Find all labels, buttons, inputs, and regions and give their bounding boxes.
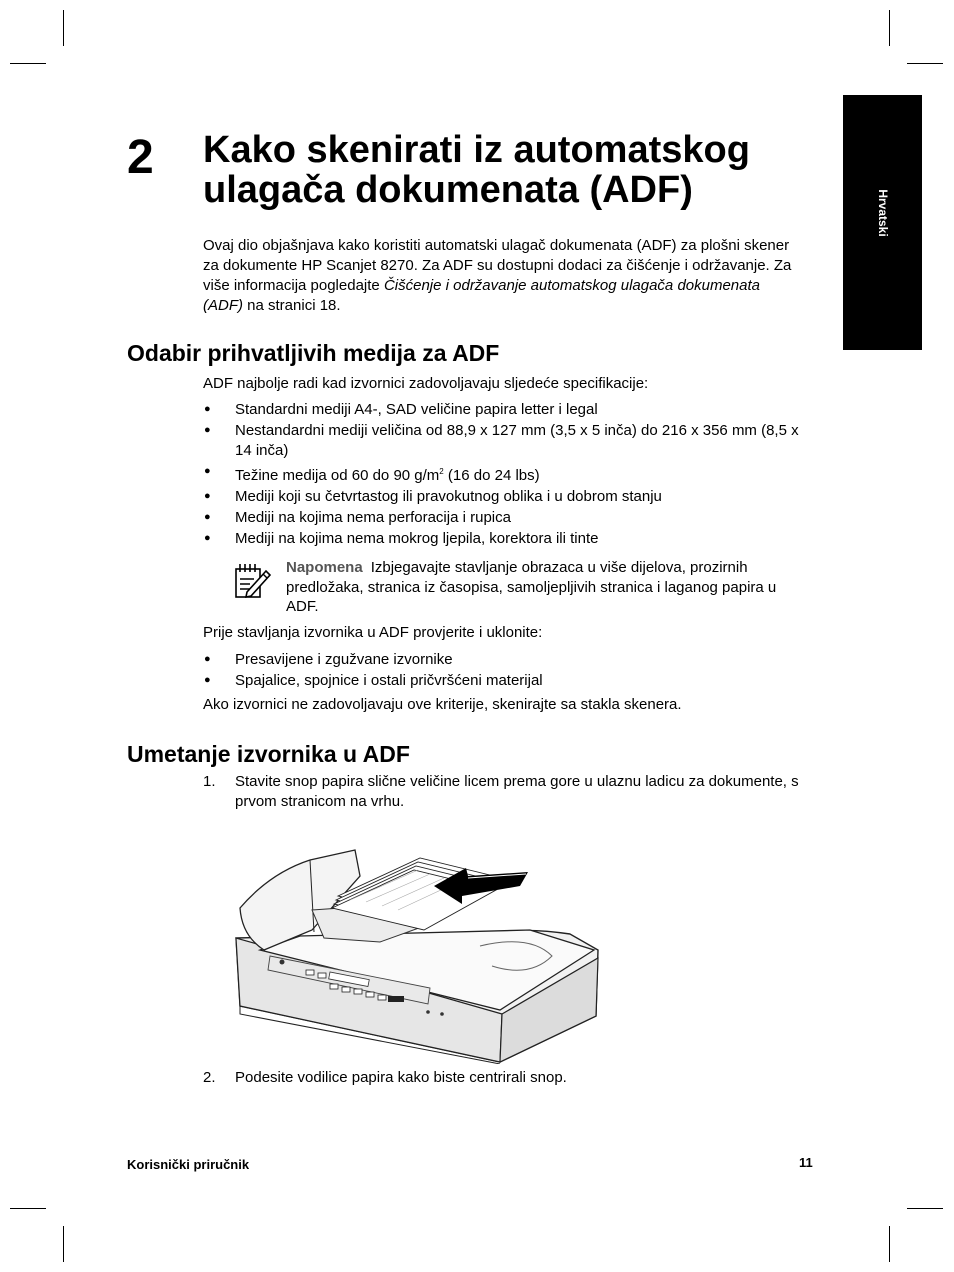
step-number: 1.	[203, 773, 216, 790]
list-item: ● Mediji na kojima nema mokrog ljepila, korektora ili tinte	[203, 529, 803, 549]
remove-list	[203, 650, 803, 692]
steps-list	[203, 772, 803, 813]
list-item: ● Mediji na kojima nema perforacija i rupica	[203, 508, 803, 528]
weight-suffix: (16 do 24 lbs)	[443, 466, 540, 484]
section-heading-media: Odabir prihvatljivih medija za ADF	[127, 340, 500, 366]
step-text: Podesite vodilice papira kako biste centrirali snop.	[235, 1069, 567, 1086]
media-lead: ADF najbolje radi kad izvornici zadovoljavaju sljedeće specifikacije:	[203, 375, 649, 392]
list-item	[203, 462, 803, 486]
note-icon	[233, 562, 273, 600]
step-number: 2.	[203, 1069, 216, 1086]
check-lead: Prije stavljanja izvornika u ADF provjerite i uklonite:	[203, 624, 543, 641]
scanner-illustration	[230, 838, 605, 1064]
intro-paragraph	[203, 236, 793, 316]
chapter-number: 2	[127, 131, 154, 184]
language-tab-label: Hrvatski	[875, 189, 890, 237]
list-item: ● Spajalice, spojnice i ostali pričvršćeni materijal	[203, 671, 803, 691]
crop-mark	[10, 1208, 46, 1209]
intro-text: Ovaj dio objašnjava kako koristiti automatski ulagač dokumenata (ADF) za plošni skener za dokumente HP Scanjet 8270. Za ADF su dostupni dodaci za čišćenje i održavanje. Za više informacija pogledajte	[203, 237, 792, 294]
footer-title: Korisnički priručnik	[127, 1157, 250, 1172]
note-label: Napomena	[286, 559, 363, 576]
page-number: 11	[799, 1155, 813, 1170]
chapter-title: Kako skenirati iz automatskog ulagača dokumenata (ADF)	[203, 129, 750, 211]
note-paragraph	[286, 558, 811, 617]
crop-mark	[907, 63, 943, 64]
note-text: Izbjegavajte stavljanje obrazaca u više dijelova, prozirnih predložaka, stranica iz časopisa, samoljepljivih stranica i laganog papira u ADF.	[286, 559, 777, 615]
crop-mark	[907, 1208, 943, 1209]
step-item	[203, 772, 803, 811]
media-spec-list	[203, 400, 803, 550]
step-item	[203, 1068, 803, 1088]
crop-mark	[10, 63, 46, 64]
list-item: ● Nestandardni mediji veličina od 88,9 x 127 mm (3,5 x 5 inča) do 216 x 356 mm (8,5 x 14 inča)	[203, 421, 803, 460]
intro-cross-reference: Čišćenje i održavanje automatskog ulagača dokumenata (ADF)	[203, 277, 760, 314]
list-item: ● Mediji koji su četvrtastog ili pravokutnog oblika i u dobrom stanju	[203, 487, 803, 507]
list-item: ● Presavijene i zgužvane izvornike	[203, 650, 803, 670]
crop-mark	[63, 1226, 64, 1262]
list-item: ● Standardni mediji A4-, SAD veličine papira letter i legal	[203, 400, 803, 420]
language-tab	[843, 95, 922, 350]
intro-text-end: na stranici 18.	[243, 297, 341, 314]
steps-list-continued	[203, 1068, 803, 1089]
crop-mark	[889, 1226, 890, 1262]
section-heading-loading: Umetanje izvornika u ADF	[127, 741, 410, 767]
weight-superscript: 2	[439, 466, 444, 476]
crop-mark	[63, 10, 64, 46]
weight-text: Težine medija od 60 do 90 g/m	[235, 466, 440, 484]
closing-paragraph: Ako izvornici ne zadovoljavaju ove kriterije, skenirajte sa stakla skenera.	[203, 696, 682, 713]
crop-mark	[889, 10, 890, 46]
step-text: Stavite snop papira slične veličine licem prema gore u ulaznu ladicu za dokumente, s prvom stranicom na vrhu.	[235, 773, 799, 810]
